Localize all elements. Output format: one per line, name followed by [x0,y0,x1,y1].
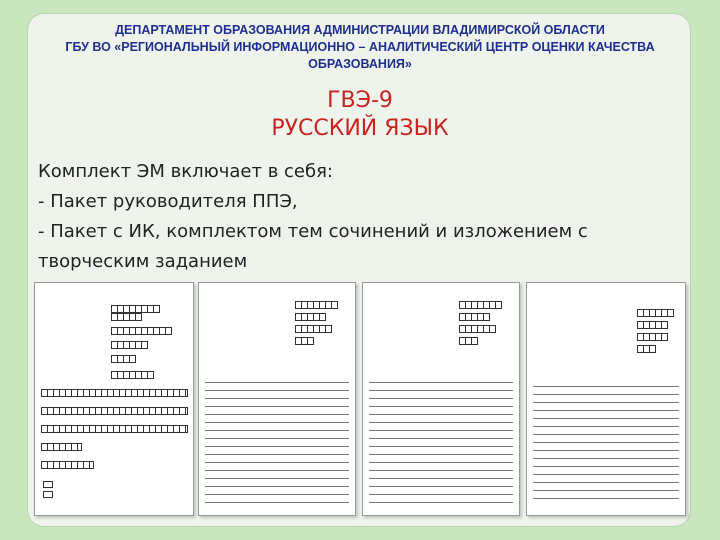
answer-form-image-2 [362,282,520,516]
header-line-2: ГБУ ВО «РЕГИОНАЛЬНЫЙ ИНФОРМАЦИОННО – АНАЛИТИЧЕСКИЙ ЦЕНТР ОЦЕНКИ КАЧЕСТВА [65,40,655,54]
answer-form-image-1 [198,282,356,516]
organization-header [0,22,720,73]
header-line-3: ОБРАЗОВАНИЯ» [308,57,412,71]
exam-title: ГВЭ-9 [327,88,393,113]
description-line-4: творческим заданием [38,251,248,272]
description-line-2: - Пакет руководителя ППЭ, [38,191,298,212]
additional-answer-form-image [526,282,686,516]
description-line-1: Комплект ЭМ включает в себя: [38,161,333,182]
answer-forms-preview [34,282,686,520]
subject-title: РУССКИЙ ЯЗЫК [271,116,449,141]
description-line-3: - Пакет с ИК, комплектом тем сочинений и изложением с [38,221,588,242]
header-line-1: ДЕПАРТАМЕНТ ОБРАЗОВАНИЯ АДМИНИСТРАЦИИ ВЛАДИМИРСКОЙ ОБЛАСТИ [115,23,605,37]
registration-form-image [34,282,194,516]
kit-description [38,157,678,277]
